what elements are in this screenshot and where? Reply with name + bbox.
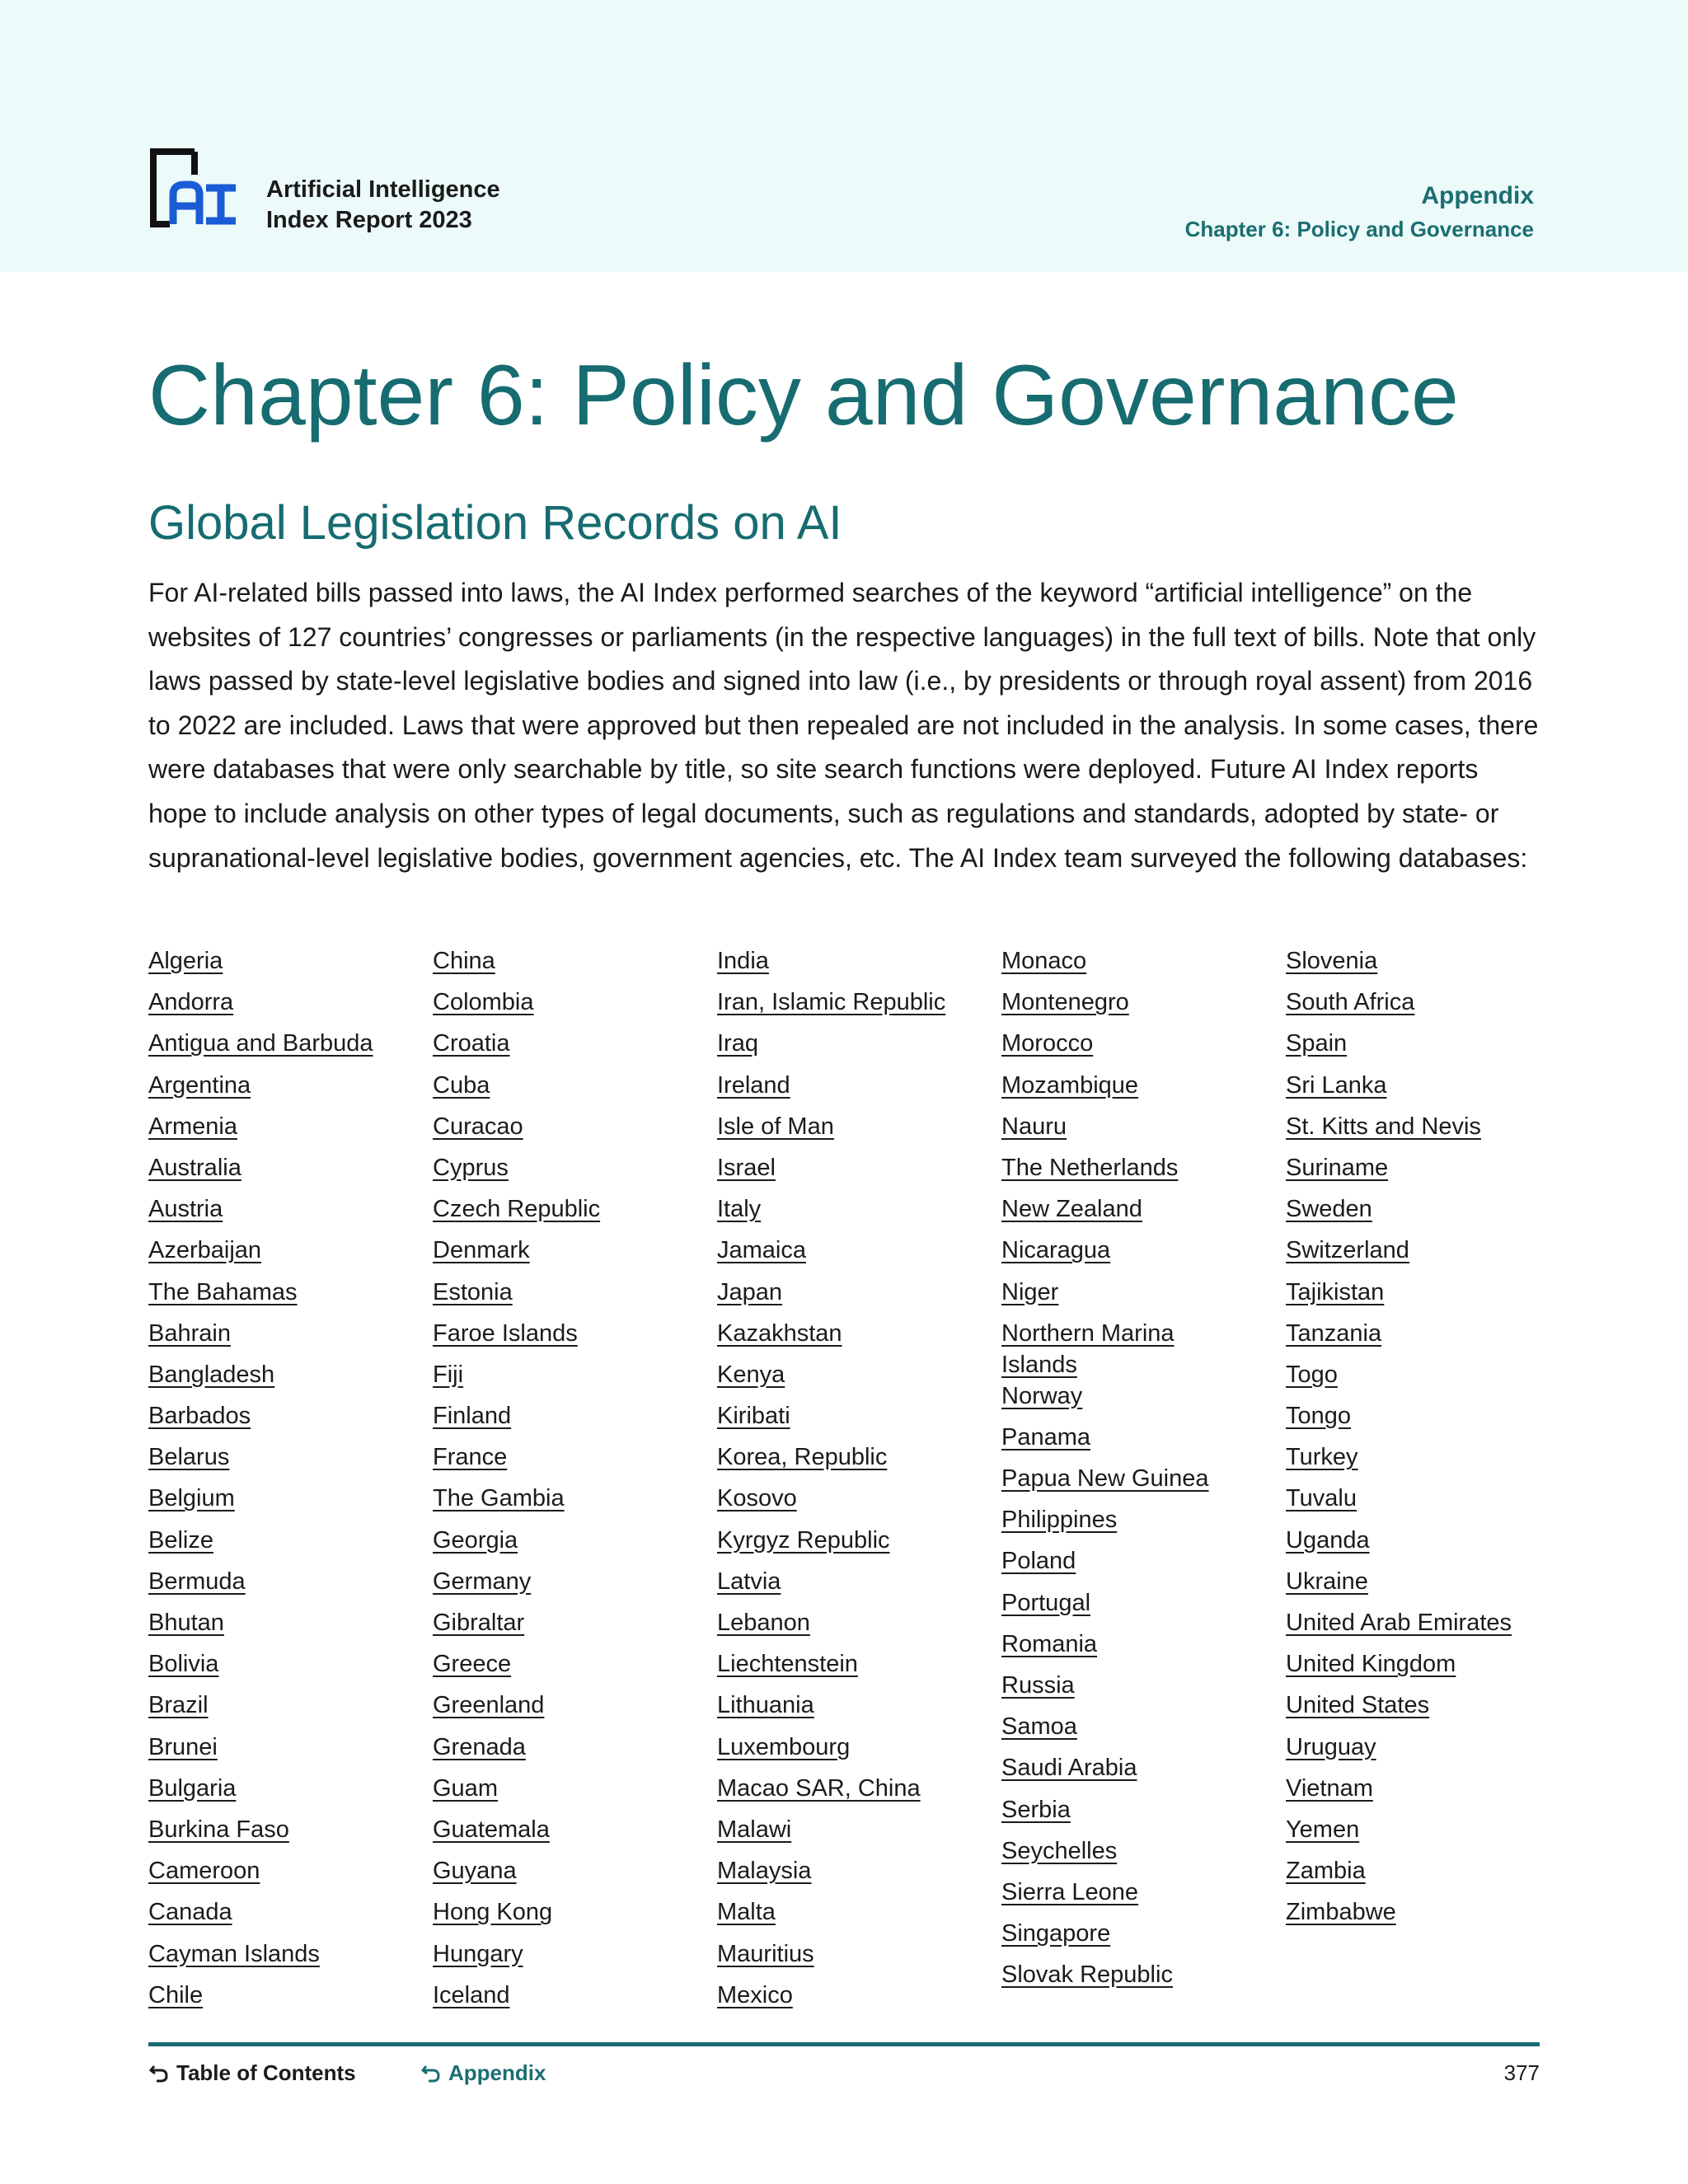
country-link[interactable]: Monaco <box>1001 948 1087 974</box>
report-title-line1: Artificial Intelligence <box>266 176 500 203</box>
country-database-list <box>148 945 1574 2021</box>
country-link[interactable]: The Netherlands <box>1001 1154 1179 1181</box>
country-link[interactable]: Togo <box>1286 1361 1338 1388</box>
country-link[interactable]: Samoa <box>1001 1713 1077 1741</box>
country-link[interactable]: Ukraine <box>1286 1568 1368 1595</box>
country-link[interactable]: Zambia <box>1286 1858 1366 1885</box>
country-link[interactable]: Malawi <box>717 1816 792 1843</box>
country-link[interactable]: Kenya <box>717 1361 785 1388</box>
country-link[interactable]: Georgia <box>433 1526 518 1554</box>
country-link[interactable]: Uruguay <box>1286 1733 1376 1760</box>
country-link[interactable]: Nauru <box>1001 1113 1067 1140</box>
page-footer <box>148 2060 1540 2093</box>
country-link[interactable]: Colombia <box>433 989 534 1016</box>
country-link[interactable]: St. Kitts and Nevis <box>1286 1113 1481 1140</box>
country-column <box>433 945 717 2021</box>
country-link[interactable]: Tuvalu <box>1286 1485 1357 1512</box>
country-link[interactable]: Argentina <box>148 1071 251 1099</box>
country-link[interactable]: Iran, Islamic Republic <box>717 989 946 1016</box>
country-link[interactable]: Greece <box>433 1651 512 1678</box>
country-link[interactable]: Macao SAR, China <box>717 1774 921 1802</box>
country-link[interactable]: Montenegro <box>1001 989 1129 1016</box>
country-link[interactable]: Vietnam <box>1286 1774 1373 1802</box>
country-link[interactable]: Cameroon <box>148 1858 260 1885</box>
country-link[interactable]: Gibraltar <box>433 1610 525 1636</box>
header-chapter-link[interactable]: Chapter 6: Policy and Governance <box>1184 217 1534 241</box>
country-link[interactable]: Uganda <box>1286 1526 1370 1554</box>
table-of-contents-link[interactable] <box>148 2060 356 2086</box>
return-arrow-icon <box>148 2063 170 2084</box>
country-link[interactable]: Mexico <box>717 1981 793 2008</box>
country-column <box>148 945 433 2021</box>
country-link[interactable]: Tongo <box>1286 1403 1352 1430</box>
country-column <box>1001 945 1286 2021</box>
country-link[interactable]: Sierra Leone <box>1001 1878 1139 1905</box>
country-link[interactable]: Greenland <box>433 1692 545 1719</box>
country-link[interactable]: Croatia <box>433 1030 510 1057</box>
report-title-line2: Index Report 2023 <box>266 207 472 233</box>
country-link[interactable]: Guam <box>433 1774 498 1802</box>
country-link[interactable]: Brazil <box>148 1692 209 1719</box>
return-arrow-icon <box>420 2063 442 2084</box>
country-link[interactable]: United Arab Emirates <box>1286 1610 1512 1636</box>
country-link[interactable]: Hungary <box>433 1940 523 1967</box>
country-link[interactable]: Lithuania <box>717 1692 814 1719</box>
header-section-link[interactable]: Appendix <box>1421 182 1534 209</box>
country-link[interactable]: Belarus <box>148 1444 230 1471</box>
country-link[interactable]: Israel <box>717 1154 776 1181</box>
country-link[interactable]: Canada <box>148 1899 232 1926</box>
country-link[interactable]: Estonia <box>433 1278 513 1305</box>
country-link[interactable]: Nicaragua <box>1001 1237 1111 1264</box>
country-link[interactable]: Armenia <box>148 1113 237 1140</box>
page-number: 377 <box>1503 2060 1540 2085</box>
country-link[interactable]: Jamaica <box>717 1237 806 1264</box>
country-link[interactable]: India <box>717 948 769 974</box>
country-link[interactable]: Malta <box>717 1899 776 1926</box>
country-link[interactable]: New Zealand <box>1001 1196 1142 1223</box>
country-link[interactable]: Guatemala <box>433 1816 550 1843</box>
country-link[interactable]: Korea, Republic <box>717 1444 888 1471</box>
intro-paragraph: For AI-related bills passed into laws, the AI Index performed searches of the keyword “artificial intelligence” on the websites of 127 countries’ congresses or parliaments (in the respective languages) in the full text of bills. Note that only laws passed by state-level legislative bodies and signed into law (i.e., by presidents or through royal assent) from 2016 to 2022 are included. Laws that were approved but then repealed are not included in the analysis. In some cases, there were databases that were only searchable by title, so site search functions were deployed. Future AI Index reports hope to include analysis on other types of legal documents, such as regulations and standards, adopted by state- or supranational-level legislative bodies, government agencies, etc. The AI Index team surveyed the following databases: <box>148 578 1539 873</box>
country-link[interactable]: Chile <box>148 1981 204 2008</box>
country-link[interactable]: Seychelles <box>1001 1837 1118 1864</box>
country-link[interactable]: Poland <box>1001 1548 1076 1575</box>
country-column <box>717 945 1001 2021</box>
country-link[interactable]: Philippines <box>1001 1507 1118 1534</box>
country-link[interactable]: Morocco <box>1001 1030 1094 1057</box>
country-link[interactable]: Guyana <box>433 1858 517 1885</box>
country-link[interactable]: Burkina Faso <box>148 1816 289 1843</box>
country-link[interactable]: Suriname <box>1286 1154 1389 1181</box>
country-link[interactable]: Saudi Arabia <box>1001 1755 1137 1782</box>
appendix-link[interactable] <box>420 2060 546 2086</box>
page-header <box>0 0 1688 272</box>
country-link[interactable]: Isle of Man <box>717 1113 834 1140</box>
country-link[interactable]: The Bahamas <box>148 1278 298 1305</box>
country-link[interactable]: Bahrain <box>148 1319 231 1347</box>
country-link[interactable]: Serbia <box>1001 1796 1071 1823</box>
country-link[interactable]: Ireland <box>717 1071 790 1099</box>
country-link[interactable]: Barbados <box>148 1403 251 1430</box>
country-link[interactable]: Liechtenstein <box>717 1651 858 1678</box>
country-link[interactable]: France <box>433 1444 508 1471</box>
country-link[interactable]: Slovenia <box>1286 948 1378 974</box>
country-link[interactable]: Switzerland <box>1286 1237 1409 1264</box>
country-link[interactable]: The Gambia <box>433 1485 565 1512</box>
country-column <box>1286 945 1570 2021</box>
country-link[interactable]: Sweden <box>1286 1196 1372 1223</box>
country-link[interactable]: Bulgaria <box>148 1774 237 1802</box>
country-link[interactable]: Bangladesh <box>148 1361 275 1388</box>
report-title <box>266 175 500 236</box>
country-link[interactable]: Panama <box>1001 1423 1091 1451</box>
country-link[interactable]: United States <box>1286 1692 1430 1719</box>
country-link[interactable]: Bermuda <box>148 1568 246 1595</box>
toc-label: Table of Contents <box>176 2060 356 2085</box>
country-link[interactable]: Grenada <box>433 1733 526 1760</box>
country-link[interactable]: Denmark <box>433 1237 530 1264</box>
country-link[interactable]: Brunei <box>148 1733 218 1760</box>
country-link[interactable]: Belize <box>148 1526 213 1554</box>
country-link[interactable]: Cayman Islands <box>148 1940 320 1967</box>
country-link[interactable]: Cyprus <box>433 1154 509 1181</box>
country-link[interactable]: Portugal <box>1001 1589 1091 1616</box>
country-link[interactable]: Romania <box>1001 1630 1098 1657</box>
country-link[interactable]: Hong Kong <box>433 1899 553 1926</box>
ai-index-logo <box>148 147 239 229</box>
country-link[interactable]: Singapore <box>1001 1920 1111 1947</box>
country-link[interactable]: Iraq <box>717 1030 758 1057</box>
country-link[interactable]: Kosovo <box>717 1485 797 1512</box>
country-link[interactable]: Zimbabwe <box>1286 1899 1396 1926</box>
header-breadcrumb <box>1185 180 1534 246</box>
country-link[interactable]: Mauritius <box>717 1940 814 1967</box>
country-link[interactable]: Papua New Guinea <box>1001 1465 1209 1493</box>
country-link[interactable]: Russia <box>1001 1672 1075 1699</box>
country-link[interactable]: South Africa <box>1286 989 1415 1016</box>
country-link[interactable]: Spain <box>1286 1030 1348 1057</box>
country-link[interactable]: Belgium <box>148 1485 235 1512</box>
country-link[interactable]: Bolivia <box>148 1651 219 1678</box>
appendix-label: Appendix <box>448 2060 546 2085</box>
country-link[interactable]: Fiji <box>433 1361 464 1388</box>
country-link[interactable]: Antigua and Barbuda <box>148 1030 373 1057</box>
country-link[interactable]: Turkey <box>1286 1444 1358 1471</box>
country-link[interactable]: Luxembourg <box>717 1733 851 1760</box>
country-link[interactable]: Australia <box>148 1154 241 1181</box>
country-link[interactable]: Japan <box>717 1278 783 1305</box>
country-link[interactable]: Tanzania <box>1286 1319 1382 1347</box>
country-link[interactable]: Kyrgyz Republic <box>717 1526 890 1554</box>
country-link[interactable]: Finland <box>433 1403 512 1430</box>
country-link[interactable]: Sri Lanka <box>1286 1071 1387 1099</box>
country-link[interactable]: Kazakhstan <box>717 1319 842 1347</box>
country-link[interactable]: Andorra <box>148 989 234 1016</box>
country-link[interactable]: Lebanon <box>717 1610 810 1636</box>
country-link[interactable]: Kiribati <box>717 1403 790 1430</box>
country-link[interactable]: Niger <box>1001 1278 1059 1305</box>
country-link[interactable]: Slovak Republic <box>1001 1961 1173 1989</box>
section-title: Global Legislation Records on AI <box>148 496 842 550</box>
country-link[interactable]: Iceland <box>433 1981 510 2008</box>
footer-divider <box>148 2042 1540 2046</box>
country-link[interactable]: China <box>433 948 495 974</box>
country-link[interactable]: Latvia <box>717 1568 781 1595</box>
country-link[interactable]: Italy <box>717 1196 762 1223</box>
country-link[interactable]: Germany <box>433 1568 532 1595</box>
country-link[interactable]: United Kingdom <box>1286 1651 1456 1678</box>
country-link[interactable]: Czech Republic <box>433 1196 601 1223</box>
country-link[interactable]: Azerbaijan <box>148 1237 262 1264</box>
country-link[interactable]: Yemen <box>1286 1816 1360 1843</box>
chapter-title: Chapter 6: Policy and Governance <box>148 348 1459 443</box>
country-link[interactable]: Cuba <box>433 1071 490 1099</box>
country-link[interactable]: Malaysia <box>717 1858 812 1885</box>
country-link[interactable]: Norway <box>1001 1382 1083 1409</box>
country-link[interactable]: Bhutan <box>148 1610 224 1636</box>
country-link[interactable]: Tajikistan <box>1286 1278 1385 1305</box>
country-link[interactable]: Mozambique <box>1001 1071 1139 1099</box>
country-link[interactable]: Northern Marina Islands <box>1001 1319 1175 1378</box>
country-link[interactable]: Curacao <box>433 1113 523 1140</box>
country-link[interactable]: Algeria <box>148 948 223 974</box>
country-link[interactable]: Faroe Islands <box>433 1319 578 1347</box>
country-link[interactable]: Austria <box>148 1196 223 1223</box>
